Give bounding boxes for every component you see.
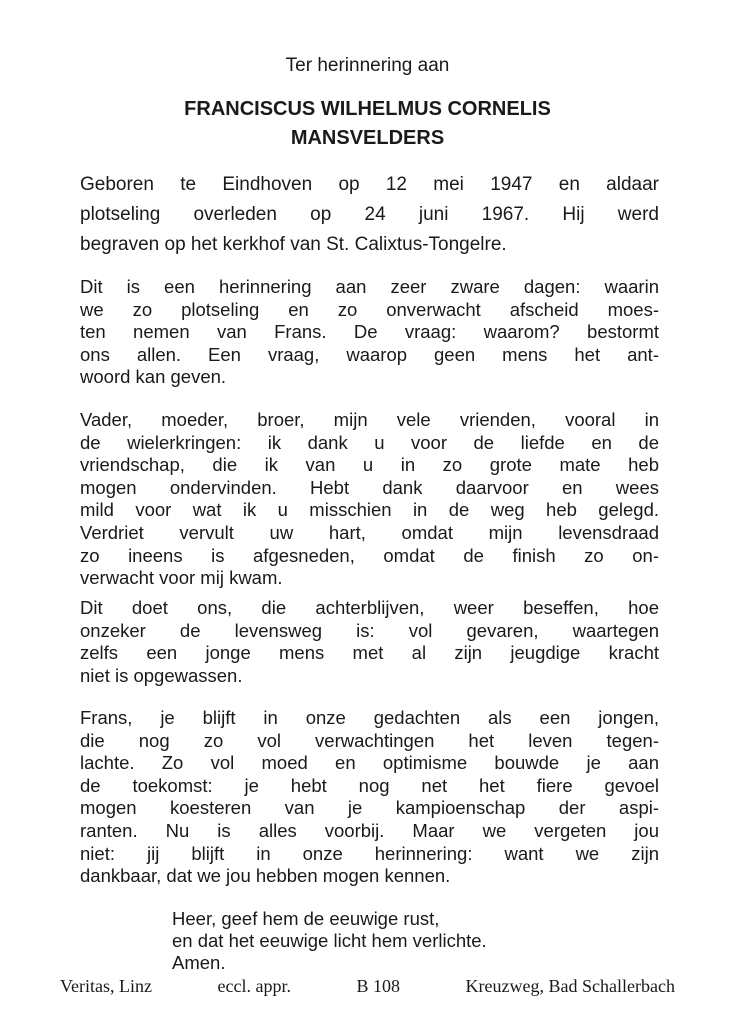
- text-line: Frans, je blijft in onze gedachten als een jongen,: [80, 707, 659, 728]
- text-line: ranten. Nu is alles voorbij. Maar we vergeten jou: [80, 819, 659, 841]
- text-line: woord kan geven.: [80, 366, 227, 388]
- text-line: Vader, moeder, broer, mijn vele vrienden, vooral in: [80, 409, 659, 430]
- text-line: zo ineens is afgesneden, omdat de finish zo on-: [80, 544, 659, 566]
- prayer-line: en dat het eeuwige licht hem verlichte.: [172, 930, 487, 951]
- text-line: ons allen. Een vraag, waarop geen mens het ant-: [80, 343, 659, 365]
- footer-approval: eccl. appr.: [217, 976, 291, 996]
- text-line: plotseling overleden op 24 juni 1967. Hij werd: [80, 204, 659, 225]
- printer-footer: [60, 976, 675, 997]
- footer-number: B 108: [356, 976, 401, 996]
- text-line: de toekomst: je hebt nog net het fiere gevoel: [80, 774, 659, 796]
- text-line: begraven op het kerkhof van St. Calixtus-Tongelre.: [80, 234, 507, 255]
- prayer: [172, 908, 612, 974]
- text-line: lachte. Zo vol moed en optimisme bouwde je aan: [80, 752, 659, 774]
- paragraph-birth-death: [80, 170, 659, 260]
- prayer-line: Amen.: [172, 952, 226, 973]
- footer-publisher: Veritas, Linz: [60, 976, 152, 996]
- text-line: Geboren te Eindhoven op 12 mei 1947 en aldaar: [80, 174, 659, 195]
- text-line: dankbaar, dat we jou hebben mogen kennen.: [80, 865, 451, 887]
- prayer-line: Heer, geef hem de eeuwige rust,: [172, 908, 440, 929]
- text-line: Dit is een herinnering aan zeer zware dagen: waarin: [80, 276, 659, 297]
- text-line: we zo plotseling en zo onverwacht afscheid moes-: [80, 298, 659, 320]
- text-line: ten nemen van Frans. De vraag: waarom? bestormt: [80, 321, 659, 343]
- text-line: mogen ondervinden. Hebt dank daarvoor en wees: [80, 476, 659, 498]
- text-line: Dit doet ons, die achterblijven, weer beseffen, hoe: [80, 597, 659, 618]
- text-line: mild voor wat ik u misschien in de weg heb gelegd.: [80, 499, 659, 521]
- paragraph-reflection: [80, 597, 659, 687]
- deceased-name-line2: MANSVELDERS: [290, 127, 445, 149]
- text-line: verwacht voor mij kwam.: [80, 567, 283, 589]
- text-line: die nog zo vol verwachtingen het leven tegen-: [80, 729, 659, 751]
- deceased-name-line1: FRANCISCUS WILHELMUS CORNELIS: [184, 98, 551, 120]
- intro-text: Ter herinnering aan: [285, 55, 450, 76]
- text-line: Verdriet vervult uw hart, omdat mijn levensdraad: [80, 521, 659, 543]
- paragraph-thanks: [80, 409, 659, 590]
- text-line: niet: jij blijft in onze herinnering: want we zijn: [80, 842, 659, 864]
- text-line: niet is opgewassen.: [80, 664, 243, 686]
- text-line: de wielerkringen: ik dank u voor de liefde en de: [80, 431, 659, 453]
- paragraph-memory: [80, 707, 659, 888]
- text-line: vriendschap, die ik van u in zo grote mate heb: [80, 454, 659, 476]
- paragraph-remembrance: [80, 276, 659, 389]
- text-line: mogen koesteren van je kampioenschap der aspi-: [80, 797, 659, 819]
- text-line: zelfs een jonge mens met al zijn jeugdige kracht: [80, 642, 659, 664]
- footer-location: Kreuzweg, Bad Schallerbach: [465, 976, 675, 996]
- text-line: onzeker de levensweg is: vol gevaren, waartegen: [80, 619, 659, 641]
